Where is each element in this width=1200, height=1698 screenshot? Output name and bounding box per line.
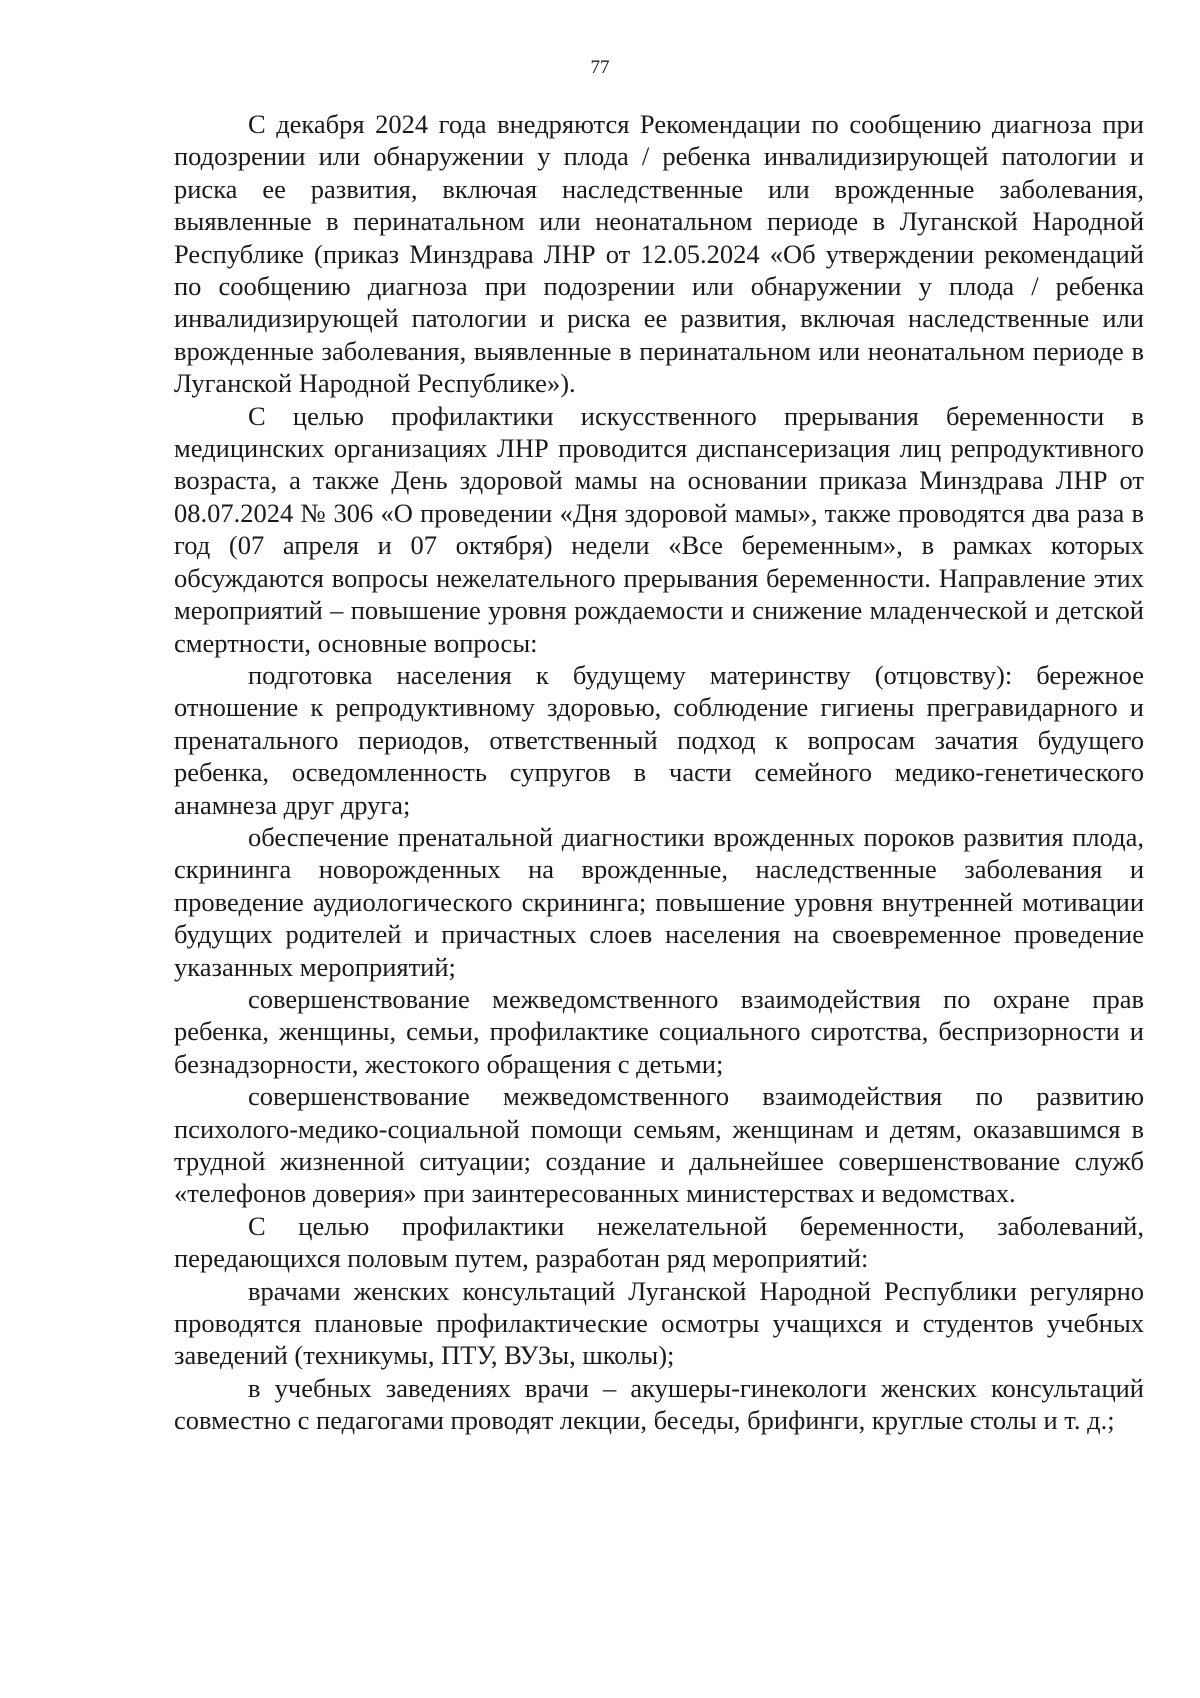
paragraph-student-examinations: врачами женских консультаций Луганской Народной Республики регулярно проводятся плановые профилактические осмотры учащихся и студентов учебных заведений (техникумы, ПТУ, ВУЗы, школы); bbox=[174, 1275, 1144, 1371]
paragraph-school-lectures: в учебных заведениях врачи – акушеры-гинекологи женских консультаций совместно с педагогами проводят лекции, беседы, брифинги, круглые столы и т. д.; bbox=[174, 1372, 1144, 1436]
document-body bbox=[174, 108, 1144, 1437]
paragraph-prenatal-diagnostics: обеспечение пренатальной диагностики врожденных пороков развития плода, скрининга новорожденных на врожденные, наследственные заболевания и проведение аудиологического скрининга; повышение уровня внутренней мотивации будущих родителей и причастных слоев населения на своевременное проведение указанных мероприятий; bbox=[174, 821, 1144, 982]
paragraph-unwanted-pregnancy-prevention: С целью профилактики нежелательной беременности, заболеваний, передающихся половым путем, разработан ряд мероприятий: bbox=[174, 1210, 1144, 1274]
paragraph-child-protection: совершенствование межведомственного взаимодействия по охране прав ребенка, женщины, семьи, профилактике социального сиротства, беспризорности и безнадзорности, жестокого обращения с детьми; bbox=[174, 983, 1144, 1079]
paragraph-diagnosis-recommendations: С декабря 2024 года внедряются Рекомендации по сообщению диагноза при подозрении или обнаружении у плода / ребенка инвалидизирующей патологии и риска ее развития, включая наследственные или врожденные заболевания, выявленные в перинатальном или неонатальном периоде в Луганской Народной Республике (приказ Минздрава ЛНР от 12.05.2024 «Об утверждении рекомендаций по сообщению диагноза при подозрении или обнаружении у плода / ребенка инвалидизирующей патологии и риска ее развития, включая наследственные или врожденные заболевания, выявленные в перинатальном или неонатальном периоде в Луганской Народной Республике»). bbox=[174, 109, 1144, 399]
paragraph-parenthood-preparation: подготовка населения к будущему материнству (отцовству): бережное отношение к репродуктивному здоровью, соблюдение гигиены прегравидарного и пренатального периодов, ответственный подход к вопросам зачатия будущего ребенка, осведомленность супругов в части семейного медико-генетического анамнеза друг друга; bbox=[174, 659, 1144, 820]
page-number: 77 bbox=[590, 57, 610, 78]
paragraph-psychological-support: совершенствование межведомственного взаимодействия по развитию психолого-медико-социальной помощи семьям, женщинам и детям, оказавшимся в трудной жизненной ситуации; создание и дальнейшее совершенствование служб «телефонов доверия» при заинтересованных министерствах и ведомствах. bbox=[174, 1081, 1144, 1209]
paragraph-abortion-prevention: С целью профилактики искусственного прерывания беременности в медицинских организациях ЛНР проводится диспансеризация лиц репродуктивного возраста, а также День здоровой мамы на основании приказа Минздрава ЛНР от 08.07.2024 № 306 «О проведении «Дня здоровой мамы», также проводятся два раза в год (07 апреля и 07 октября) недели «Все беременным», в рамках которых обсуждаются вопросы нежелательного прерывания беременности. Направление этих мероприятий – повышение уровня рождаемости и снижение младенческой и детской смертности, основные вопросы: bbox=[174, 400, 1144, 658]
